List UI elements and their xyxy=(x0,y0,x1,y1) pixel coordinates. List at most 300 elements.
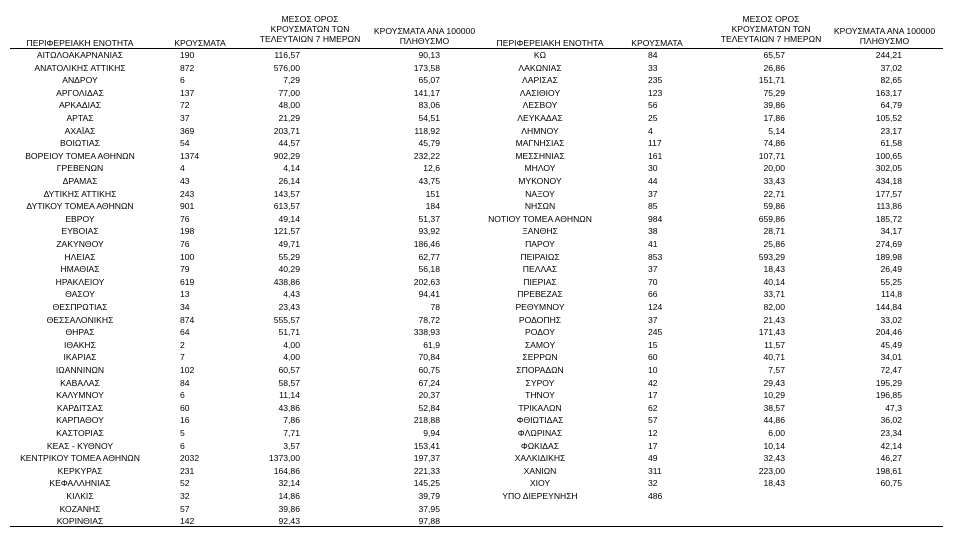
table-row xyxy=(0,74,953,86)
per100k-cell: 46,27 xyxy=(880,453,902,464)
cases-cell: 5 xyxy=(180,428,185,438)
avg-cell: 21,43 xyxy=(763,314,785,325)
region-cell: ΝΟΤΙΟΥ ΤΟΜΕΑ ΑΘΗΝΩΝ xyxy=(488,213,592,224)
region-cell: ΘΕΣΣΑΛΟΝΙΚΗΣ xyxy=(46,314,114,325)
per100k-cell: 196,85 xyxy=(875,390,902,401)
per100k-cell: 23,34 xyxy=(880,428,902,438)
table-row xyxy=(0,440,953,452)
cases-cell: 311 xyxy=(648,465,662,476)
header-cases-left: ΚΡΟΥΣΜΑΤΑ xyxy=(174,38,226,48)
table-row xyxy=(0,49,953,61)
avg-cell: 26,14 xyxy=(278,176,300,186)
region-cell: ΤΡΙΚΑΛΩΝ xyxy=(518,402,562,413)
avg-cell: 82,00 xyxy=(763,302,785,312)
avg-cell: 51,71 xyxy=(278,327,300,338)
region-cell: ΞΑΝΘΗΣ xyxy=(522,226,558,237)
cases-cell: 25 xyxy=(648,113,658,123)
cases-cell: 70 xyxy=(648,276,658,287)
avg-cell: 593,29 xyxy=(758,251,785,262)
avg-cell: 121,57 xyxy=(273,226,300,237)
region-cell: ΚΑΒΑΛΑΣ xyxy=(60,377,100,388)
header-per100k-line1: ΚΡΟΥΣΜΑΤΑ ΑΝΑ 100000 xyxy=(373,26,476,36)
per100k-cell: 113,86 xyxy=(876,201,902,212)
table-row xyxy=(0,288,953,300)
avg-cell: 44,86 xyxy=(763,415,785,426)
avg-cell: 171,43 xyxy=(758,327,785,338)
per100k-cell: 56,18 xyxy=(418,264,440,275)
per100k-cell: 62,77 xyxy=(418,251,440,262)
header-avg-line1: ΜΕΣΟΣ ΟΡΟΣ xyxy=(742,14,800,24)
cases-cell: 38 xyxy=(648,226,658,237)
cases-cell: 10 xyxy=(648,365,658,375)
per100k-cell: 37,95 xyxy=(418,503,440,514)
cases-cell: 60 xyxy=(648,352,658,363)
region-cell: ΝΑΞΟΥ xyxy=(525,188,555,199)
cases-cell: 49 xyxy=(648,453,658,464)
region-cell: ΝΗΣΩΝ xyxy=(524,201,556,212)
table-row xyxy=(0,62,953,74)
avg-cell: 7,71 xyxy=(283,428,300,438)
table-row xyxy=(0,427,953,439)
region-cell: ΒΟΡΕΙΟΥ ΤΟΜΕΑ ΑΘΗΝΩΝ xyxy=(25,150,135,161)
per100k-cell: 105,52 xyxy=(875,113,902,123)
cases-cell: 76 xyxy=(180,213,190,224)
region-cell: ΦΩΚΙΔΑΣ xyxy=(520,440,560,451)
per100k-cell: 70,84 xyxy=(418,352,440,363)
region-cell: ΑΧΑΪΑΣ xyxy=(64,125,96,136)
region-cell: ΛΑΚΩΝΙΑΣ xyxy=(518,62,562,73)
cases-cell: 874 xyxy=(180,314,195,325)
per100k-cell: 93,92 xyxy=(418,226,440,237)
avg-cell: 33,43 xyxy=(763,176,785,186)
region-cell: ΚΕΑΣ - ΚΥΘΝΟΥ xyxy=(46,440,114,451)
table-row xyxy=(0,389,953,401)
table-row xyxy=(0,301,953,313)
region-cell: ΠΡΕΒΕΖΑΣ xyxy=(517,289,563,300)
cases-cell: 56 xyxy=(648,100,658,111)
cases-cell: 102 xyxy=(180,365,195,375)
table-row xyxy=(0,150,953,162)
per100k-cell: 244,21 xyxy=(875,50,902,60)
avg-cell: 32,43 xyxy=(763,453,785,464)
per100k-cell: 9,94 xyxy=(423,428,440,438)
header-per100k-right xyxy=(822,26,947,46)
per100k-cell: 83,06 xyxy=(418,100,440,111)
cases-cell: 4 xyxy=(180,163,185,174)
per100k-cell: 177,57 xyxy=(875,188,902,199)
cases-cell: 43 xyxy=(180,176,190,186)
table-row xyxy=(0,503,953,515)
region-cell: ΙΩΑΝΝΙΝΩΝ xyxy=(55,365,105,375)
per100k-cell: 221,33 xyxy=(413,465,440,476)
cases-cell: 901 xyxy=(180,201,195,212)
table-row xyxy=(0,87,953,99)
per100k-cell: 114,8 xyxy=(881,289,902,300)
cases-cell: 619 xyxy=(180,276,195,287)
region-cell: ΣΕΡΡΩΝ xyxy=(522,352,558,363)
avg-cell: 48,00 xyxy=(278,100,300,111)
table-row xyxy=(0,276,953,288)
avg-cell: 40,14 xyxy=(763,276,785,287)
per100k-cell: 94,41 xyxy=(418,289,440,300)
table-row xyxy=(0,112,953,124)
avg-cell: 555,57 xyxy=(273,314,300,325)
table-row xyxy=(0,188,953,200)
per100k-cell: 144,84 xyxy=(875,302,902,312)
header-avg-line1: ΜΕΣΟΣ ΟΡΟΣ xyxy=(281,14,339,24)
avg-cell: 77,00 xyxy=(278,87,300,98)
table-row xyxy=(0,213,953,225)
region-cell: ΑΝΑΤΟΛΙΚΗΣ ΑΤΤΙΚΗΣ xyxy=(34,62,126,73)
region-cell: ΜΑΓΝΗΣΙΑΣ xyxy=(515,138,565,149)
cases-cell: 37 xyxy=(180,113,190,123)
per100k-cell: 72,47 xyxy=(880,365,902,375)
avg-cell: 14,86 xyxy=(278,491,300,501)
avg-cell: 107,71 xyxy=(758,150,785,161)
region-cell: ΥΠΟ ΔΙΕΡΕΥΝΗΣΗ xyxy=(502,491,578,501)
region-cell: ΕΥΒΟΙΑΣ xyxy=(61,226,99,237)
cases-cell: 124 xyxy=(648,302,663,312)
avg-cell: 576,00 xyxy=(273,62,300,73)
avg-cell: 143,57 xyxy=(273,188,300,199)
cases-cell: 231 xyxy=(180,465,195,476)
avg-cell: 40,29 xyxy=(278,264,300,275)
region-cell: ΚΑΡΠΑΘΟΥ xyxy=(56,415,104,426)
avg-cell: 75,29 xyxy=(763,87,785,98)
per100k-cell: 302,05 xyxy=(875,163,902,174)
table-row xyxy=(0,137,953,149)
region-cell: ΡΟΔΟΥ xyxy=(525,327,555,338)
per100k-cell: 218,88 xyxy=(413,415,440,426)
per100k-cell: 45,79 xyxy=(418,138,440,149)
table-row xyxy=(0,162,953,174)
avg-cell: 438,86 xyxy=(273,276,300,287)
region-cell: ΛΑΣΙΘΙΟΥ xyxy=(519,87,561,98)
avg-cell: 55,29 xyxy=(278,251,300,262)
table-row xyxy=(0,490,953,502)
table-row xyxy=(0,465,953,477)
table-row xyxy=(0,251,953,263)
cases-cell: 37 xyxy=(648,264,658,275)
region-cell: ΡΟΔΟΠΗΣ xyxy=(518,314,562,325)
per100k-cell: 34,17 xyxy=(880,226,902,237)
cases-cell: 4 xyxy=(648,125,653,136)
per100k-cell: 34,01 xyxy=(880,352,902,363)
region-cell: ΙΚΑΡΙΑΣ xyxy=(63,352,97,363)
region-cell: ΚΑΡΔΙΤΣΑΣ xyxy=(56,402,104,413)
cases-cell: 17 xyxy=(648,440,658,451)
per100k-cell: 47,3 xyxy=(885,402,902,413)
region-cell: ΖΑΚΥΝΘΟΥ xyxy=(56,239,104,249)
avg-cell: 4,00 xyxy=(283,352,300,363)
cases-cell: 2 xyxy=(180,339,185,350)
cases-cell: 64 xyxy=(180,327,190,338)
avg-cell: 5,14 xyxy=(768,125,785,136)
per100k-cell: 151 xyxy=(425,188,440,199)
cases-cell: 1374 xyxy=(180,150,200,161)
cases-cell: 76 xyxy=(180,239,190,249)
per100k-cell: 118,92 xyxy=(414,125,440,136)
region-cell: ΠΕΙΡΑΙΩΣ xyxy=(520,251,560,262)
cases-cell: 62 xyxy=(648,402,658,413)
cases-cell: 52 xyxy=(180,478,190,489)
cases-cell: 235 xyxy=(648,75,663,86)
region-cell: ΑΡΤΑΣ xyxy=(66,113,94,123)
cases-cell: 2032 xyxy=(180,453,200,464)
per100k-cell: 202,63 xyxy=(413,276,440,287)
avg-cell: 1373,00 xyxy=(268,453,300,464)
avg-cell: 23,43 xyxy=(278,302,300,312)
avg-cell: 18,43 xyxy=(763,478,785,489)
header-per100k-line2: ΠΛΗΘΥΣΜΟ xyxy=(859,36,910,46)
cases-cell: 984 xyxy=(648,213,663,224)
per100k-cell: 195,29 xyxy=(875,377,902,388)
table-row xyxy=(0,314,953,326)
region-cell: ΦΛΩΡΙΝΑΣ xyxy=(517,428,563,438)
avg-cell: 6,00 xyxy=(768,428,785,438)
header-avg-line3: ΤΕΛΕΥΤΑΙΩΝ 7 ΗΜΕΡΩΝ xyxy=(720,34,822,44)
table-row xyxy=(0,225,953,237)
region-cell: ΠΕΛΛΑΣ xyxy=(522,264,558,275)
avg-cell: 43,86 xyxy=(278,402,300,413)
region-cell: ΑΡΓΟΛΙΔΑΣ xyxy=(56,87,104,98)
table-row xyxy=(0,515,953,527)
avg-cell: 151,71 xyxy=(758,75,785,86)
cases-cell: 72 xyxy=(180,100,190,111)
per100k-cell: 197,37 xyxy=(413,453,440,464)
per100k-cell: 274,69 xyxy=(875,239,902,249)
per100k-cell: 189,98 xyxy=(875,251,902,262)
cases-cell: 190 xyxy=(180,50,195,60)
cases-cell: 100 xyxy=(180,251,195,262)
table-row xyxy=(0,326,953,338)
cases-cell: 15 xyxy=(648,339,658,350)
avg-cell: 11,57 xyxy=(764,339,785,350)
cases-cell: 30 xyxy=(648,163,658,174)
avg-cell: 10,14 xyxy=(763,440,785,451)
avg-cell: 4,00 xyxy=(283,339,300,350)
cases-cell: 243 xyxy=(180,188,195,199)
cases-cell: 32 xyxy=(648,478,658,489)
region-cell: ΜΗΛΟΥ xyxy=(524,163,556,174)
avg-cell: 74,86 xyxy=(763,138,785,149)
per100k-cell: 51,37 xyxy=(418,213,440,224)
avg-cell: 10,29 xyxy=(763,390,785,401)
cases-cell: 85 xyxy=(648,201,658,212)
per100k-cell: 64,79 xyxy=(880,100,902,111)
avg-cell: 902,29 xyxy=(273,150,300,161)
region-cell: ΗΛΕΙΑΣ xyxy=(64,251,96,262)
region-cell: ΑΝΔΡΟΥ xyxy=(62,75,98,86)
cases-cell: 79 xyxy=(180,264,190,275)
cases-cell: 37 xyxy=(648,314,658,325)
region-cell: ΓΡΕΒΕΝΩΝ xyxy=(56,163,104,174)
avg-cell: 4,43 xyxy=(283,289,300,300)
cases-cell: 12 xyxy=(648,428,658,438)
header-avg-line3: ΤΕΛΕΥΤΑΙΩΝ 7 ΗΜΕΡΩΝ xyxy=(259,34,361,44)
region-cell: ΑΙΤΩΛΟΑΚΑΡΝΑΝΙΑΣ xyxy=(36,50,124,60)
avg-cell: 18,43 xyxy=(763,264,785,275)
region-cell: ΧΙΟΥ xyxy=(529,478,551,489)
avg-cell: 26,86 xyxy=(763,62,785,73)
cases-cell: 33 xyxy=(648,62,658,73)
per100k-cell: 204,46 xyxy=(875,327,902,338)
per100k-cell: 78 xyxy=(430,302,440,312)
per100k-cell: 97,88 xyxy=(418,516,440,527)
header-cases-right: ΚΡΟΥΣΜΑΤΑ xyxy=(631,38,683,48)
region-cell: ΛΕΥΚΑΔΑΣ xyxy=(517,113,563,123)
cases-cell: 84 xyxy=(180,377,190,388)
table-row xyxy=(0,339,953,351)
per100k-cell: 23,17 xyxy=(880,125,902,136)
per100k-cell: 145,25 xyxy=(413,478,440,489)
region-cell: ΔΥΤΙΚΗΣ ΑΤΤΙΚΗΣ xyxy=(43,188,117,199)
region-cell: ΤΗΝΟΥ xyxy=(525,390,555,401)
avg-cell: 223,00 xyxy=(758,465,785,476)
region-cell: ΚΕΡΚΥΡΑΣ xyxy=(57,465,103,476)
cases-cell: 6 xyxy=(180,440,185,451)
per100k-cell: 60,75 xyxy=(418,365,440,375)
per100k-cell: 141,17 xyxy=(413,87,440,98)
header-avg-line2: ΚΡΟΥΣΜΑΤΩΝ ΤΩΝ xyxy=(270,24,350,34)
per100k-cell: 153,41 xyxy=(413,440,440,451)
table-row xyxy=(0,175,953,187)
region-cell: ΠΑΡΟΥ xyxy=(525,239,555,249)
per100k-cell: 43,75 xyxy=(418,176,440,186)
avg-cell: 11,14 xyxy=(279,390,300,401)
per100k-cell: 61,9 xyxy=(423,339,440,350)
avg-cell: 32,14 xyxy=(278,478,300,489)
cases-cell: 66 xyxy=(648,289,658,300)
table-row xyxy=(0,402,953,414)
cases-cell: 137 xyxy=(180,87,195,98)
per100k-cell: 78,72 xyxy=(418,314,440,325)
per100k-cell: 42,14 xyxy=(880,440,902,451)
header-per100k-line2: ΠΛΗΘΥΣΜΟ xyxy=(399,36,450,46)
table-row xyxy=(0,452,953,464)
region-cell: ΛΗΜΝΟΥ xyxy=(521,125,559,136)
cases-cell: 6 xyxy=(180,390,185,401)
avg-cell: 49,71 xyxy=(278,239,300,249)
avg-cell: 40,71 xyxy=(763,352,785,363)
cases-cell: 34 xyxy=(180,302,190,312)
per100k-cell: 36,02 xyxy=(880,415,902,426)
avg-cell: 39,86 xyxy=(278,503,300,514)
per100k-cell: 54,51 xyxy=(418,113,440,123)
avg-cell: 116,57 xyxy=(274,50,300,60)
cases-cell: 486 xyxy=(648,491,663,501)
avg-cell: 38,57 xyxy=(763,402,785,413)
avg-cell: 7,86 xyxy=(283,415,300,426)
header-region-right: ΠΕΡΙΦΕΡΕΙΑΚΗ ΕΝΟΤΗΤΑ xyxy=(496,38,604,48)
cases-cell: 42 xyxy=(648,377,658,388)
avg-cell: 7,29 xyxy=(283,75,300,86)
table-row xyxy=(0,477,953,489)
per100k-cell: 65,07 xyxy=(418,75,440,86)
region-cell: ΜΕΣΣΗΝΙΑΣ xyxy=(515,150,565,161)
region-cell: ΧΑΛΚΙΔΙΚΗΣ xyxy=(514,453,566,464)
region-cell: ΗΜΑΘΙΑΣ xyxy=(60,264,100,275)
per100k-cell: 33,02 xyxy=(880,314,902,325)
cases-cell: 16 xyxy=(180,415,190,426)
avg-cell: 39,86 xyxy=(763,100,785,111)
avg-cell: 4,14 xyxy=(283,163,300,174)
cases-cell: 6 xyxy=(180,75,185,86)
cases-cell: 161 xyxy=(648,150,663,161)
region-cell: ΛΕΣΒΟΥ xyxy=(522,100,558,111)
per100k-cell: 82,65 xyxy=(880,75,902,86)
table-row xyxy=(0,351,953,363)
per100k-cell: 52,84 xyxy=(418,402,440,413)
cases-cell: 17 xyxy=(648,390,658,401)
cases-cell: 32 xyxy=(180,491,190,501)
table-row xyxy=(0,99,953,111)
cases-cell: 872 xyxy=(180,62,195,73)
avg-cell: 92,43 xyxy=(278,516,300,527)
cases-cell: 60 xyxy=(180,402,190,413)
region-cell: ΘΑΣΟΥ xyxy=(65,289,95,300)
table-row xyxy=(0,263,953,275)
per100k-cell: 338,93 xyxy=(413,327,440,338)
per100k-cell: 90,13 xyxy=(418,50,440,60)
region-cell: ΧΑΝΙΩΝ xyxy=(523,465,557,476)
region-cell: ΦΘΙΩΤΙΔΑΣ xyxy=(516,415,564,426)
avg-cell: 28,71 xyxy=(763,226,785,237)
avg-cell: 17,86 xyxy=(763,113,785,123)
region-cell: ΚΟΖΑΝΗΣ xyxy=(59,503,101,514)
avg-cell: 659,86 xyxy=(758,213,785,224)
header-per100k-line1: ΚΡΟΥΣΜΑΤΑ ΑΝΑ 100000 xyxy=(833,26,936,36)
cases-cell: 117 xyxy=(648,138,662,149)
cases-cell: 41 xyxy=(648,239,658,249)
avg-cell: 29,43 xyxy=(763,377,785,388)
avg-cell: 22,71 xyxy=(763,188,785,199)
cases-cell: 198 xyxy=(180,226,195,237)
per100k-cell: 185,72 xyxy=(875,213,902,224)
region-cell: ΒΟΙΩΤΙΑΣ xyxy=(60,138,100,149)
cases-cell: 54 xyxy=(180,138,190,149)
table-row xyxy=(0,125,953,137)
region-cell: ΔΥΤΙΚΟΥ ΤΟΜΕΑ ΑΘΗΝΩΝ xyxy=(26,201,134,212)
avg-cell: 20,00 xyxy=(763,163,785,174)
cases-cell: 853 xyxy=(648,251,663,262)
per100k-cell: 232,22 xyxy=(413,150,440,161)
cases-cell: 84 xyxy=(648,50,658,60)
region-cell: ΜΥΚΟΝΟΥ xyxy=(518,176,562,186)
per100k-cell: 100,65 xyxy=(875,150,902,161)
cases-cell: 245 xyxy=(648,327,663,338)
cases-cell: 142 xyxy=(180,516,195,527)
avg-cell: 25,86 xyxy=(763,239,785,249)
avg-cell: 65,57 xyxy=(763,50,785,60)
region-cell: ΡΕΘΥΜΝΟΥ xyxy=(515,302,565,312)
region-cell: ΚΕΝΤΡΙΚΟΥ ΤΟΜΕΑ ΑΘΗΝΩΝ xyxy=(20,453,140,464)
per100k-cell: 39,79 xyxy=(418,491,440,501)
avg-cell: 203,71 xyxy=(273,125,300,136)
avg-cell: 613,57 xyxy=(273,201,300,212)
region-cell: ΣΥΡΟΥ xyxy=(525,377,555,388)
region-cell: ΗΡΑΚΛΕΙΟΥ xyxy=(55,276,105,287)
per100k-cell: 45,49 xyxy=(880,339,902,350)
region-cell: ΚΙΛΚΙΣ xyxy=(66,491,94,501)
per100k-cell: 434,18 xyxy=(875,176,902,186)
header-per100k-left xyxy=(362,26,487,46)
per100k-cell: 20,37 xyxy=(418,390,440,401)
avg-cell: 58,57 xyxy=(278,377,300,388)
cases-cell: 44 xyxy=(648,176,658,186)
region-cell: ΣΠΟΡΑΔΩΝ xyxy=(516,365,564,375)
avg-cell: 60,57 xyxy=(278,365,300,375)
